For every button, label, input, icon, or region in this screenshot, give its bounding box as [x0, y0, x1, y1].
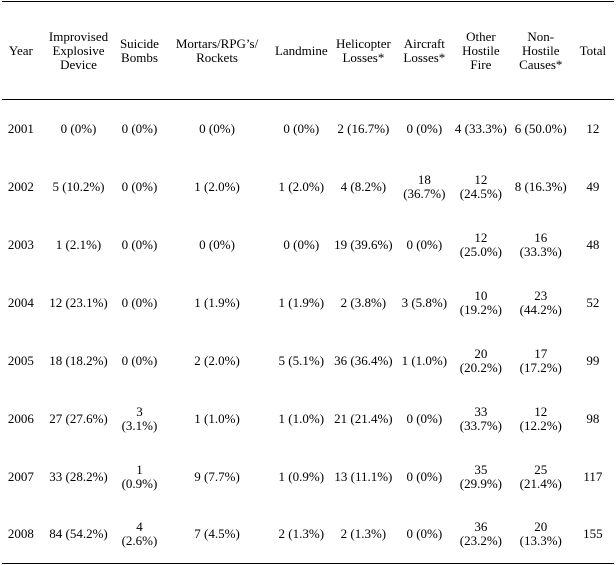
cell-ied: 0 (0%) [60, 120, 97, 136]
cell-mortars: 1 (1.0%) [194, 410, 240, 426]
cell-helicopter: 19 (39.6%) [334, 236, 393, 252]
cell-helicopter: 4 (8.2%) [340, 178, 387, 194]
table-row [2, 100, 614, 158]
cell-aircraft: 0 (0%) [406, 468, 443, 484]
casualty-table [2, 1, 614, 564]
cell-mortars: 0 (0%) [199, 236, 235, 252]
cell-year: 2008 [7, 526, 34, 542]
cell-year: 2006 [7, 410, 34, 426]
cell-other-hostile: 4 (33.3%) [454, 120, 507, 136]
cell-other-hostile: 35 (29.9%) [459, 461, 502, 491]
cell-total: 155 [583, 526, 603, 542]
cell-non-hostile: 6 (50.0%) [514, 120, 567, 136]
cell-other-hostile: 36 (23.2%) [459, 519, 502, 549]
header-landmine: Landmine [272, 2, 330, 100]
cell-other-hostile: 12 (25.0%) [459, 229, 502, 259]
cell-year: 2005 [7, 352, 34, 368]
cell-total: 98 [586, 410, 600, 426]
table-row [2, 390, 614, 448]
table-header-row [2, 2, 614, 100]
cell-total: 48 [586, 236, 600, 252]
cell-other-hostile: 10 (19.2%) [459, 287, 502, 317]
header-aircraft-losses: Aircraft Losses* [397, 2, 452, 100]
cell-helicopter: 2 (16.7%) [337, 120, 390, 136]
cell-mortars: 2 (2.0%) [194, 352, 240, 368]
cell-landmine: 0 (0%) [283, 120, 320, 136]
table-row [2, 274, 614, 332]
header-ied: Improvised Explosive Device [40, 2, 118, 100]
cell-aircraft: 1 (1.0%) [401, 352, 448, 368]
cell-year: 2003 [7, 236, 34, 252]
cell-mortars: 7 (4.5%) [194, 526, 240, 542]
header-helicopter-losses: Helicopter Losses* [330, 2, 397, 100]
cell-ied: 5 (10.2%) [52, 178, 105, 194]
header-suicide-bombs: Suicide Bombs [117, 2, 161, 100]
cell-helicopter: 13 (11.1%) [334, 468, 393, 484]
cell-ied: 27 (27.6%) [49, 410, 108, 426]
cell-landmine: 1 (0.9%) [278, 468, 325, 484]
cell-mortars: 0 (0%) [199, 120, 235, 136]
cell-total: 117 [583, 468, 603, 484]
cell-suicide-bombs: 0 (0%) [121, 294, 158, 310]
cell-aircraft: 18 (36.7%) [403, 171, 446, 201]
cell-helicopter: 36 (36.4%) [334, 352, 393, 368]
cell-aircraft: 0 (0%) [406, 236, 443, 252]
cell-landmine: 1 (1.9%) [278, 294, 325, 310]
table-row [2, 158, 614, 216]
cell-ied: 33 (28.2%) [49, 468, 108, 484]
cell-non-hostile: 23 (44.2%) [519, 287, 562, 317]
header-other-hostile-fire: Other Hostile Fire [452, 2, 510, 100]
cell-landmine: 2 (1.3%) [278, 526, 325, 542]
cell-ied: 12 (23.1%) [49, 294, 108, 310]
cell-total: 52 [586, 294, 600, 310]
cell-suicide-bombs: 0 (0%) [121, 120, 158, 136]
cell-non-hostile: 25 (21.4%) [519, 461, 562, 491]
cell-aircraft: 3 (5.8%) [401, 294, 448, 310]
cell-other-hostile: 12 (24.5%) [459, 171, 502, 201]
cell-ied: 84 (54.2%) [49, 526, 108, 542]
table-row [2, 216, 614, 274]
cell-ied: 1 (2.1%) [55, 236, 102, 252]
cell-non-hostile: 12 (12.2%) [519, 403, 562, 433]
cell-landmine: 1 (1.0%) [278, 410, 325, 426]
cell-other-hostile: 20 (20.2%) [459, 345, 502, 375]
cell-aircraft: 0 (0%) [406, 410, 443, 426]
header-total: Total [572, 2, 614, 100]
header-mortars-rpgs-rockets: Mortars/RPG’s/ Rockets [162, 2, 273, 100]
cell-total: 99 [586, 352, 600, 368]
cell-helicopter: 2 (3.8%) [340, 294, 387, 310]
cell-year: 2001 [7, 120, 34, 136]
cell-landmine: 1 (2.0%) [278, 178, 325, 194]
cell-year: 2007 [7, 468, 34, 484]
cell-suicide-bombs: 0 (0%) [121, 236, 158, 252]
cell-ied: 18 (18.2%) [49, 352, 108, 368]
table-row [2, 448, 614, 506]
cell-year: 2004 [7, 294, 34, 310]
cell-suicide-bombs: 1 (0.9%) [121, 461, 158, 491]
cell-other-hostile: 33 (33.7%) [459, 403, 502, 433]
table-row [2, 332, 614, 390]
cell-year: 2002 [7, 178, 34, 194]
cell-mortars: 1 (1.9%) [194, 294, 240, 310]
cell-suicide-bombs: 4 (2.6%) [121, 519, 158, 549]
header-non-hostile-causes: Non-Hostile Causes* [510, 2, 572, 100]
cell-total: 12 [586, 120, 600, 136]
cell-non-hostile: 17 (17.2%) [519, 345, 562, 375]
cell-mortars: 9 (7.7%) [194, 468, 240, 484]
cell-aircraft: 0 (0%) [406, 120, 443, 136]
cell-non-hostile: 8 (16.3%) [514, 178, 567, 194]
header-year: Year [2, 2, 40, 100]
cell-aircraft: 0 (0%) [406, 526, 443, 542]
cell-non-hostile: 20 (13.3%) [519, 519, 562, 549]
cell-non-hostile: 16 (33.3%) [519, 229, 562, 259]
table-row [2, 506, 614, 564]
cell-landmine: 5 (5.1%) [278, 352, 325, 368]
cell-suicide-bombs: 0 (0%) [121, 352, 158, 368]
cell-mortars: 1 (2.0%) [194, 178, 240, 194]
cell-suicide-bombs: 3 (3.1%) [121, 403, 158, 433]
cell-landmine: 0 (0%) [283, 236, 320, 252]
cell-suicide-bombs: 0 (0%) [121, 178, 158, 194]
cell-total: 49 [586, 178, 600, 194]
cell-helicopter: 21 (21.4%) [334, 410, 393, 426]
cell-helicopter: 2 (1.3%) [340, 526, 387, 542]
